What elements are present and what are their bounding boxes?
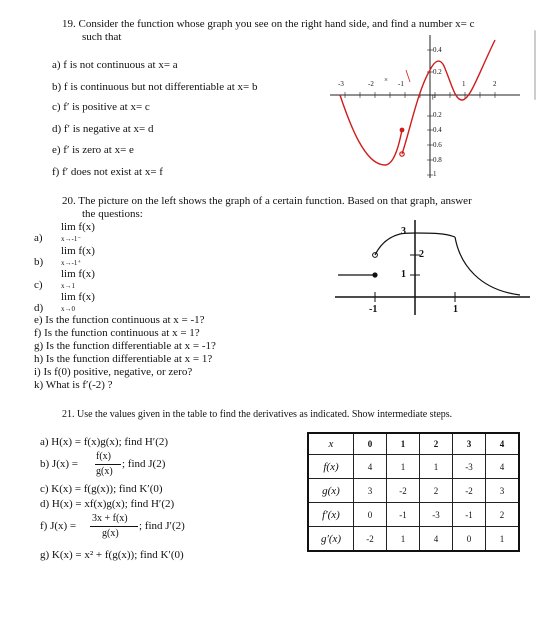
q21-part-f-num: 3x + f(x)	[92, 513, 128, 524]
table-cell: -3	[453, 455, 486, 479]
table-cell: f′(x)	[308, 503, 354, 527]
q20-question-k: k) What is f′(-2) ?	[34, 379, 113, 391]
q19-item-d: d) f′ is negative at x= d	[52, 123, 154, 135]
q20-limit-b: lim f(x)	[61, 245, 95, 257]
q20-limit-d-sub: x→0	[61, 305, 75, 313]
q19-heading: 19. Consider the function whose graph you see on the right hand side, and find a number x= c	[62, 18, 475, 30]
q20-question-h: h) Is the function differentiable at x = 1?	[34, 353, 213, 365]
table-row	[308, 503, 519, 527]
fraction-bar	[95, 464, 121, 465]
q20-ylabel-2: 2	[419, 249, 424, 260]
q20-limit-d: lim f(x)	[61, 291, 95, 303]
q20-letter-b: b)	[34, 256, 44, 268]
table-cell: -1	[387, 503, 420, 527]
table-cell: 1	[387, 455, 420, 479]
table-cell: -2	[354, 527, 387, 552]
q19-item-c: c) f′ is positive at x= c	[52, 101, 150, 113]
q19-item-f: f) f′ does not exist at x= f	[52, 166, 163, 178]
table-header-row	[308, 433, 519, 455]
q19-ytick-m08: 0.8	[433, 156, 442, 164]
q21-part-c: c) K(x) = f(g(x)); find K′(0)	[40, 483, 163, 495]
table-header-cell: 3	[453, 433, 486, 455]
q19-xtick-2: 2	[493, 80, 497, 88]
table-header-cell: x	[308, 433, 354, 455]
q20-function-graph	[330, 215, 530, 315]
table-cell: 4	[486, 455, 520, 479]
table-header-cell: 0	[354, 433, 387, 455]
q19-xtick-m1: -1	[398, 80, 404, 88]
q20-question-g: g) Is the function differentiable at x = -1?	[34, 340, 216, 352]
q19-function-graph	[330, 30, 530, 180]
fraction-bar	[90, 526, 138, 527]
q20-question-f: f) Is the function continuous at x = 1?	[34, 327, 200, 339]
q21-part-f-den: g(x)	[102, 528, 119, 539]
q20-question-e: e) Is the function continuous at x = -1?	[34, 314, 205, 326]
q20-heading-cont: the questions:	[82, 208, 143, 220]
q21-part-b-num: f(x)	[96, 451, 111, 462]
q19-ytick-m04: 0.4	[433, 126, 442, 134]
q21-part-g: g) K(x) = x² + f(g(x)); find K′(0)	[40, 549, 184, 561]
q21-part-a: a) H(x) = f(x)g(x); find H′(2)	[40, 436, 169, 448]
table-cell: f(x)	[308, 455, 354, 479]
q19-ytick-02: 0.2	[433, 68, 442, 76]
table-header-cell: 1	[387, 433, 420, 455]
table-cell: -1	[453, 503, 486, 527]
q19-xtick-x: ×	[384, 76, 388, 84]
table-cell: -2	[453, 479, 486, 503]
q21-part-f-lhs: f) J(x) =	[40, 520, 77, 532]
q20-limit-b-sub: x→-1⁺	[61, 259, 82, 267]
values-table	[307, 432, 520, 552]
q20-xlabel-1: 1	[453, 304, 458, 315]
table-cell: 2	[420, 479, 453, 503]
table-cell: -3	[420, 503, 453, 527]
q19-item-e: e) f′ is zero at x= e	[52, 144, 134, 156]
scrollbar-edge	[534, 30, 536, 100]
q20-letter-d: d)	[34, 302, 44, 314]
q19-item-b: b) f is continuous but not differentiable at x= b	[52, 81, 258, 93]
q21-part-d: d) H(x) = xf(x)g(x); find H′(2)	[40, 498, 175, 510]
table-cell: 1	[387, 527, 420, 552]
table-cell: 0	[354, 503, 387, 527]
q20-heading: 20. The picture on the left shows the graph of a certain function. Based on that graph, answer	[62, 195, 472, 207]
q19-ytick-m06: 0.6	[433, 141, 442, 149]
q20-limit-c: lim f(x)	[61, 268, 95, 280]
table-row	[308, 527, 519, 552]
q20-question-i: i) Is f(0) positive, negative, or zero?	[34, 366, 193, 378]
q20-limit-a-sub: x→-1⁻	[61, 235, 82, 243]
q21-part-b-lhs: b) J(x) =	[40, 458, 78, 470]
q21-part-f-rhs: ; find J′(2)	[139, 520, 185, 532]
table-cell: 0	[453, 527, 486, 552]
q21-heading: 21. Use the values given in the table to find the derivatives as indicated. Show intermediate steps.	[62, 409, 453, 420]
q19-item-a: a) f is not continuous at x= a	[52, 59, 178, 71]
table-header-cell: 2	[420, 433, 453, 455]
table-cell: 4	[420, 527, 453, 552]
q19-ytick-04: 0.4	[433, 46, 442, 54]
table-cell: 3	[486, 479, 520, 503]
q19-ytick-m1: 1	[433, 170, 437, 178]
q19-xtick-p: p	[432, 92, 436, 100]
q19-xtick-m2: -2	[368, 80, 374, 88]
table-cell: g(x)	[308, 479, 354, 503]
q21-part-b-rhs: ; find J(2)	[122, 458, 166, 470]
table-cell: 4	[354, 455, 387, 479]
table-cell: g′(x)	[308, 527, 354, 552]
q20-letter-a: a)	[34, 232, 43, 244]
q19-xtick-m3: -3	[338, 80, 344, 88]
q20-ylabel-1: 1	[401, 269, 406, 280]
q19-ytick-m02: 0.2	[433, 111, 442, 119]
q20-limit-a: lim f(x)	[61, 221, 95, 233]
q20-letter-c: c)	[34, 279, 43, 291]
table-cell: 1	[486, 527, 520, 552]
q20-ylabel-3: 3	[401, 226, 406, 237]
q19-xtick-1: 1	[462, 80, 466, 88]
table-header-cell: 4	[486, 433, 520, 455]
q19-heading-cont: such that	[82, 31, 122, 43]
table-cell: -2	[387, 479, 420, 503]
q21-part-b-den: g(x)	[96, 466, 113, 477]
q20-xlabel-m1: -1	[369, 304, 378, 315]
table-cell: 1	[420, 455, 453, 479]
table-row	[308, 479, 519, 503]
table-cell: 2	[486, 503, 520, 527]
table-cell: 3	[354, 479, 387, 503]
q20-limit-c-sub: x→1	[61, 282, 75, 290]
table-row	[308, 455, 519, 479]
